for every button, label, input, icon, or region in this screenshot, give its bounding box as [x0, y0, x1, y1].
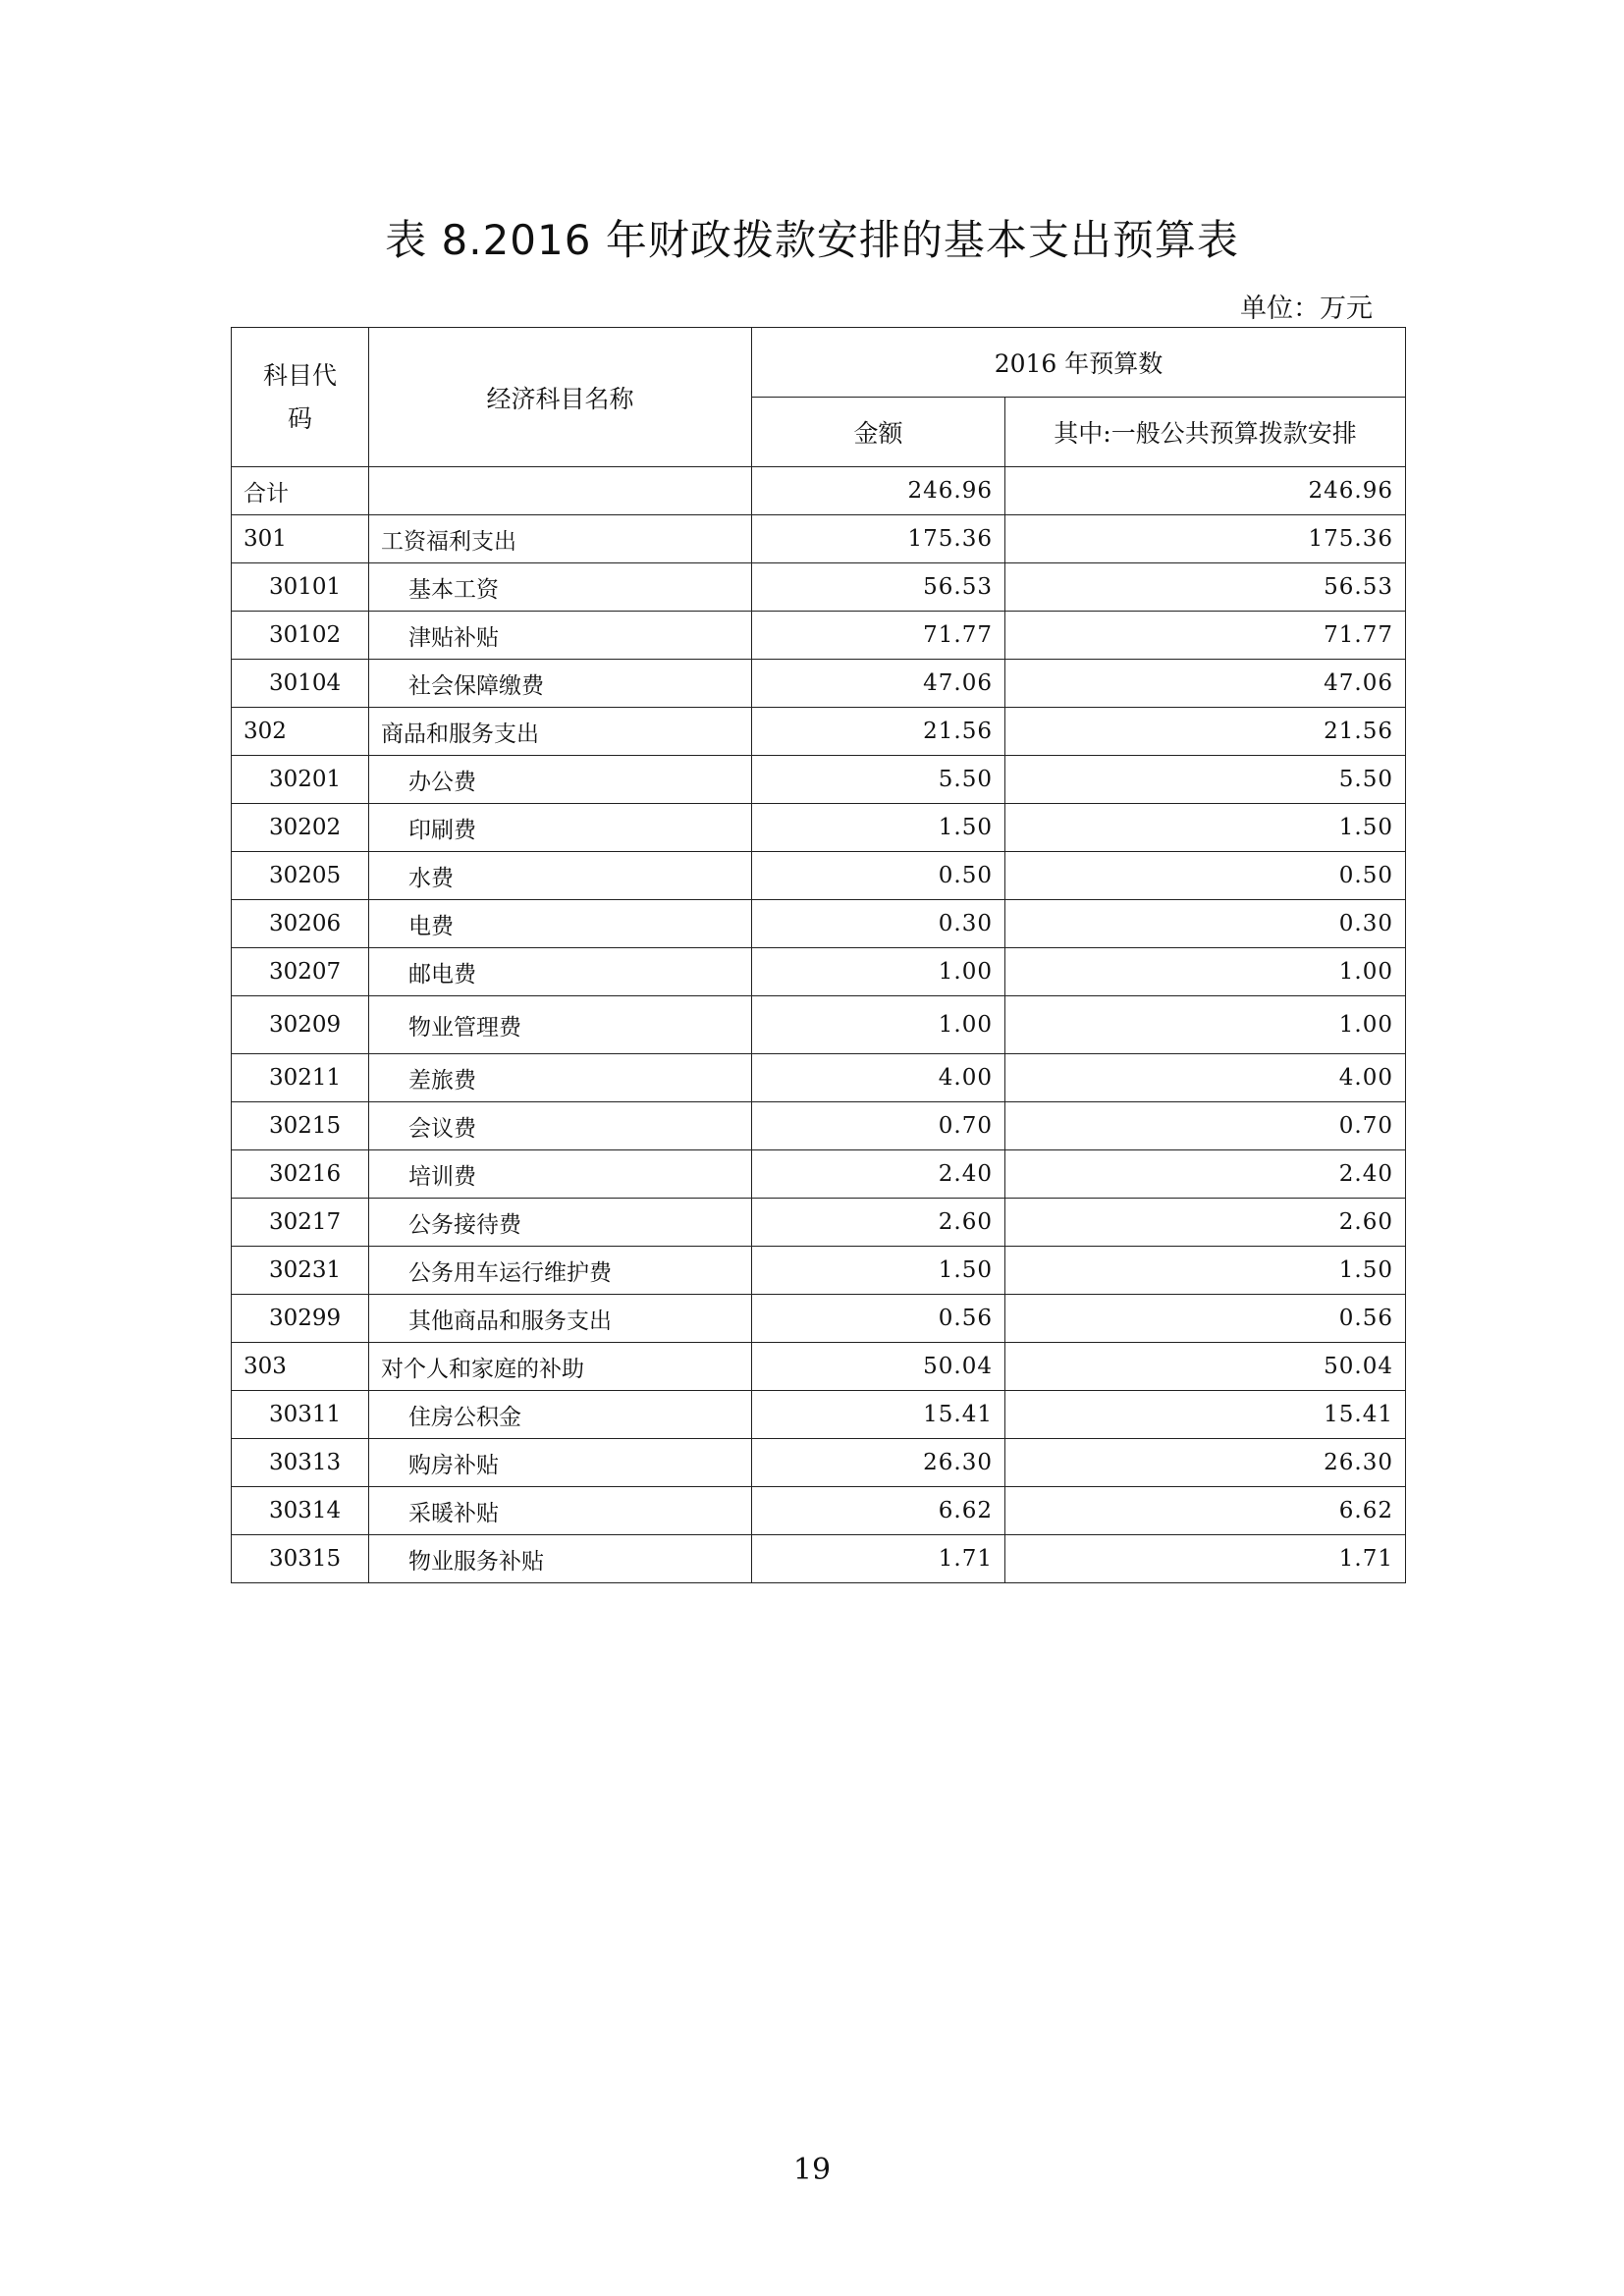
cell-general: 4.00 — [1005, 1054, 1406, 1102]
table-row — [232, 996, 1406, 1054]
cell-name: 对个人和家庭的补助 — [369, 1343, 752, 1391]
cell-name: 工资福利支出 — [369, 515, 752, 563]
page-title: 表 8.2016 年财政拨款安排的基本支出预算表 — [385, 216, 1239, 264]
cell-amount: 21.56 — [752, 708, 1005, 756]
header-code — [232, 328, 369, 467]
cell-code: 30202 — [232, 804, 369, 852]
cell-name: 公务用车运行维护费 — [369, 1247, 752, 1295]
table-row — [232, 1150, 1406, 1199]
cell-general: 246.96 — [1005, 467, 1406, 515]
table-row — [232, 1487, 1406, 1535]
cell-general: 0.70 — [1005, 1102, 1406, 1150]
cell-name: 办公费 — [369, 756, 752, 804]
cell-amount: 1.71 — [752, 1535, 1005, 1583]
cell-general: 15.41 — [1005, 1391, 1406, 1439]
cell-amount: 15.41 — [752, 1391, 1005, 1439]
cell-general: 1.50 — [1005, 804, 1406, 852]
cell-code: 30207 — [232, 948, 369, 996]
cell-code: 30231 — [232, 1247, 369, 1295]
cell-code: 30313 — [232, 1439, 369, 1487]
table-header — [232, 328, 1406, 467]
cell-code: 30102 — [232, 612, 369, 660]
cell-code: 30209 — [232, 996, 369, 1054]
cell-name: 会议费 — [369, 1102, 752, 1150]
cell-name: 物业服务补贴 — [369, 1535, 752, 1583]
cell-name: 培训费 — [369, 1150, 752, 1199]
cell-general: 1.00 — [1005, 948, 1406, 996]
header-group: 2016 年预算数 — [752, 328, 1406, 398]
cell-amount: 0.70 — [752, 1102, 1005, 1150]
cell-amount: 1.00 — [752, 996, 1005, 1054]
cell-name: 印刷费 — [369, 804, 752, 852]
cell-amount: 0.56 — [752, 1295, 1005, 1343]
cell-code: 302 — [232, 708, 369, 756]
cell-name: 电费 — [369, 900, 752, 948]
cell-general: 5.50 — [1005, 756, 1406, 804]
cell-code: 30201 — [232, 756, 369, 804]
cell-amount: 47.06 — [752, 660, 1005, 708]
table-row — [232, 804, 1406, 852]
cell-amount: 0.50 — [752, 852, 1005, 900]
cell-amount: 246.96 — [752, 467, 1005, 515]
cell-amount: 5.50 — [752, 756, 1005, 804]
cell-general: 0.50 — [1005, 852, 1406, 900]
cell-code: 30315 — [232, 1535, 369, 1583]
cell-general: 2.40 — [1005, 1150, 1406, 1199]
unit-label: 单位：万元 — [1240, 294, 1373, 324]
cell-general: 0.30 — [1005, 900, 1406, 948]
cell-amount: 6.62 — [752, 1487, 1005, 1535]
cell-general: 26.30 — [1005, 1439, 1406, 1487]
table-row — [232, 1247, 1406, 1295]
header-name: 经济科目名称 — [369, 328, 752, 467]
cell-amount: 1.50 — [752, 1247, 1005, 1295]
cell-general: 1.00 — [1005, 996, 1406, 1054]
cell-amount: 0.30 — [752, 900, 1005, 948]
cell-amount: 71.77 — [752, 612, 1005, 660]
table-row — [232, 852, 1406, 900]
cell-name: 住房公积金 — [369, 1391, 752, 1439]
table-row — [232, 1295, 1406, 1343]
cell-code: 30311 — [232, 1391, 369, 1439]
table-row — [232, 1199, 1406, 1247]
cell-code: 303 — [232, 1343, 369, 1391]
table-row — [232, 756, 1406, 804]
cell-amount: 175.36 — [752, 515, 1005, 563]
table-row — [232, 900, 1406, 948]
cell-code: 30215 — [232, 1102, 369, 1150]
cell-name: 差旅费 — [369, 1054, 752, 1102]
cell-name — [369, 467, 752, 515]
cell-name: 公务接待费 — [369, 1199, 752, 1247]
cell-code: 30104 — [232, 660, 369, 708]
cell-code: 30205 — [232, 852, 369, 900]
cell-amount: 50.04 — [752, 1343, 1005, 1391]
cell-amount: 56.53 — [752, 563, 1005, 612]
cell-name: 津贴补贴 — [369, 612, 752, 660]
table-row — [232, 612, 1406, 660]
cell-name: 商品和服务支出 — [369, 708, 752, 756]
cell-name: 采暖补贴 — [369, 1487, 752, 1535]
cell-amount: 2.60 — [752, 1199, 1005, 1247]
cell-code: 合计 — [232, 467, 369, 515]
table-row — [232, 563, 1406, 612]
cell-code: 30216 — [232, 1150, 369, 1199]
cell-general: 47.06 — [1005, 660, 1406, 708]
table-row — [232, 1343, 1406, 1391]
table-body — [232, 467, 1406, 1583]
header-code-label: 科目代码 — [262, 360, 337, 433]
cell-code: 301 — [232, 515, 369, 563]
cell-amount: 1.50 — [752, 804, 1005, 852]
cell-amount: 26.30 — [752, 1439, 1005, 1487]
cell-general: 56.53 — [1005, 563, 1406, 612]
cell-amount: 4.00 — [752, 1054, 1005, 1102]
table-row — [232, 1054, 1406, 1102]
cell-code: 30217 — [232, 1199, 369, 1247]
cell-general: 2.60 — [1005, 1199, 1406, 1247]
table-row — [232, 467, 1406, 515]
table-row — [232, 515, 1406, 563]
cell-amount: 2.40 — [752, 1150, 1005, 1199]
table-row — [232, 1102, 1406, 1150]
table-row — [232, 1439, 1406, 1487]
cell-amount: 1.00 — [752, 948, 1005, 996]
cell-code: 30314 — [232, 1487, 369, 1535]
cell-name: 邮电费 — [369, 948, 752, 996]
cell-code: 30299 — [232, 1295, 369, 1343]
page-number: 19 — [792, 2153, 832, 2187]
table-row — [232, 1391, 1406, 1439]
cell-name: 基本工资 — [369, 563, 752, 612]
cell-name: 其他商品和服务支出 — [369, 1295, 752, 1343]
table-row — [232, 708, 1406, 756]
cell-general: 50.04 — [1005, 1343, 1406, 1391]
cell-name: 社会保障缴费 — [369, 660, 752, 708]
cell-general: 0.56 — [1005, 1295, 1406, 1343]
cell-code: 30211 — [232, 1054, 369, 1102]
cell-general: 71.77 — [1005, 612, 1406, 660]
cell-code: 30206 — [232, 900, 369, 948]
cell-name: 物业管理费 — [369, 996, 752, 1054]
budget-table — [231, 327, 1406, 1583]
cell-name: 购房补贴 — [369, 1439, 752, 1487]
cell-name: 水费 — [369, 852, 752, 900]
cell-code: 30101 — [232, 563, 369, 612]
cell-general: 1.50 — [1005, 1247, 1406, 1295]
cell-general: 6.62 — [1005, 1487, 1406, 1535]
cell-general: 175.36 — [1005, 515, 1406, 563]
header-general: 其中:一般公共预算拨款安排 — [1005, 398, 1406, 467]
cell-general: 21.56 — [1005, 708, 1406, 756]
table-row — [232, 948, 1406, 996]
cell-general: 1.71 — [1005, 1535, 1406, 1583]
table-row — [232, 660, 1406, 708]
table-row — [232, 1535, 1406, 1583]
header-amount: 金额 — [752, 398, 1005, 467]
